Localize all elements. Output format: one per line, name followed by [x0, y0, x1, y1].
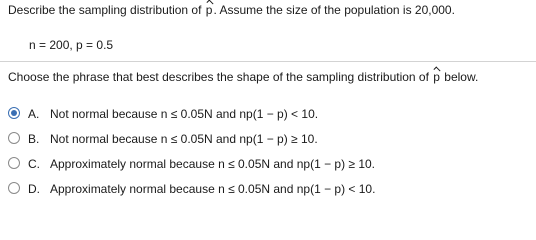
question-text-end: . Assume the size of the population is 20,000.	[213, 3, 455, 17]
radio-button-b[interactable]	[8, 132, 20, 144]
answer-prompt-end: below.	[440, 70, 479, 84]
option-text[interactable]: Approximately normal because n ≤ 0.05N and np(1 − p) < 10.	[50, 182, 376, 196]
option-text[interactable]: Approximately normal because n ≤ 0.05N and np(1 − p) ≥ 10.	[50, 157, 376, 171]
divider	[0, 61, 536, 62]
question-text	[8, 3, 455, 17]
option-text[interactable]: Not normal because n ≤ 0.05N and np(1 − p) ≥ 10.	[50, 132, 318, 146]
radio-button-d[interactable]	[8, 182, 20, 194]
option-letter: A.	[28, 107, 40, 121]
option-letter: D.	[28, 182, 40, 196]
p-hat-symbol: p	[205, 3, 213, 17]
question-text-start: Describe the sampling distribution of	[8, 3, 205, 17]
answer-prompt	[8, 70, 478, 84]
answer-prompt-start: Choose the phrase that best describes the shape of the sampling distribution of	[8, 70, 433, 84]
radio-button-c[interactable]	[8, 157, 20, 169]
given-parameters: n = 200, p = 0.5	[29, 38, 114, 52]
option-text[interactable]: Not normal because n ≤ 0.05N and np(1 − p) < 10.	[50, 107, 319, 121]
option-letter: C.	[28, 157, 40, 171]
radio-button-a[interactable]	[8, 107, 20, 119]
p-hat-symbol: p	[433, 70, 440, 84]
option-letter: B.	[28, 132, 40, 146]
